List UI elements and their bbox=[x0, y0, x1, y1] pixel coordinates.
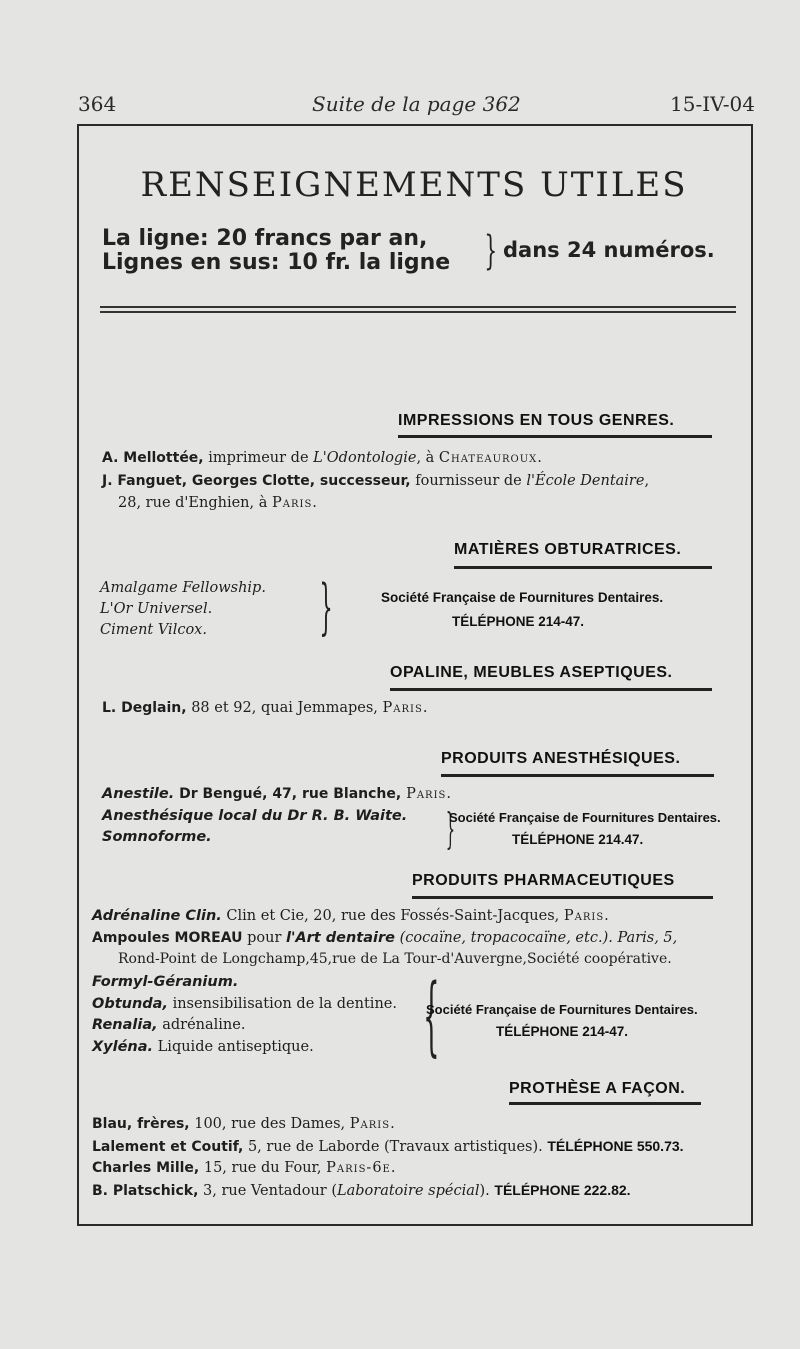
listing-text: imprimeur de bbox=[203, 450, 314, 466]
telephone: TÉLÉPHONE 214-47. bbox=[496, 1024, 629, 1039]
product-name: Ampoules MOREAU bbox=[92, 930, 243, 946]
listing-text: 100, rue des Dames, bbox=[189, 1116, 350, 1132]
product-name: Somnoforme. bbox=[102, 829, 212, 845]
listing-somnoforme bbox=[102, 829, 212, 845]
listing-anestile bbox=[102, 786, 452, 802]
listing-adrenaline bbox=[92, 908, 610, 924]
product-name: Adrénaline Clin. bbox=[92, 908, 222, 924]
rates-frequency: dans 24 numéros. bbox=[503, 238, 715, 262]
section-underline bbox=[441, 774, 714, 777]
listing-obtunda bbox=[92, 996, 397, 1012]
listing-text: 5, rue de Laborde (Travaux artistiques). bbox=[243, 1139, 548, 1155]
product-name: Anesthésique local du Dr R. B. Waite. bbox=[102, 808, 408, 824]
listing-text: Liquide antiseptique. bbox=[153, 1039, 314, 1055]
rates-line-1: La ligne: 20 francs par an, bbox=[102, 226, 428, 251]
supplier-name: Société Française de Fournitures Dentaires. bbox=[381, 590, 664, 605]
listing-text: Dr Bengué, 47, rue Blanche, bbox=[174, 786, 407, 802]
product-name: Obtunda, bbox=[92, 996, 168, 1012]
city: Paris. bbox=[271, 495, 318, 511]
listing-name: J. Fanguet, Georges Clotte, successeur, bbox=[102, 473, 411, 489]
city: Paris. bbox=[382, 700, 429, 716]
listing-mellottee bbox=[102, 450, 543, 466]
listing-text: adrénaline. bbox=[157, 1017, 246, 1033]
lab-label: Laboratoire spécial bbox=[336, 1183, 480, 1199]
section-heading-prothese: PROTHÈSE A FAÇON. bbox=[509, 1080, 686, 1097]
listing-text: 15, rue du Four, bbox=[199, 1160, 327, 1176]
grouping-brace: } bbox=[445, 804, 456, 853]
listing-xylena bbox=[92, 1039, 314, 1055]
issue-date: 15-IV-04 bbox=[670, 92, 755, 116]
listing-name: Blau, frères, bbox=[92, 1116, 190, 1132]
listing-name: B. Platschick, bbox=[92, 1183, 199, 1199]
city: Paris-6e. bbox=[326, 1160, 397, 1176]
listing-fanguet bbox=[102, 473, 649, 489]
listing-platschick bbox=[92, 1182, 631, 1199]
page-title: RENSEIGNEMENTS UTILES bbox=[140, 165, 688, 205]
journal-name: L'Odontologie bbox=[313, 450, 417, 466]
listing-name: L. Deglain, bbox=[102, 700, 187, 716]
city: Paris. bbox=[349, 1116, 396, 1132]
listing-text: insensibilisation de la dentine. bbox=[167, 996, 397, 1012]
listing-text: 28, rue d'Enghien, à bbox=[118, 495, 272, 511]
section-heading-impressions: IMPRESSIONS EN TOUS GENRES. bbox=[398, 412, 675, 429]
section-heading-opaline: OPALINE, MEUBLES ASEPTIQUES. bbox=[390, 664, 673, 681]
product-name: Formyl-Géranium. bbox=[92, 974, 239, 990]
listing-text: , à bbox=[416, 450, 439, 466]
listing-moreau-address: Rond-Point de Longchamp,45,rue de La Tour-d'Auvergne,Société coopérative. bbox=[118, 951, 672, 967]
product-item: Amalgame Fellowship. bbox=[100, 580, 266, 596]
section-heading-obturatrices: MATIÈRES OBTURATRICES. bbox=[454, 541, 682, 558]
listing-moreau bbox=[92, 930, 677, 946]
journal-name: l'Art dentaire bbox=[285, 930, 395, 946]
school-name: l'École Dentaire bbox=[526, 473, 645, 489]
listing-text: (cocaïne, tropacocaïne, etc.). Paris, 5, bbox=[394, 930, 678, 946]
telephone: TÉLÉPHONE 550.73. bbox=[547, 1138, 684, 1154]
product-name: Xyléna. bbox=[92, 1039, 154, 1055]
section-underline bbox=[390, 688, 712, 691]
listing-formyl bbox=[92, 974, 238, 990]
supplier-name: Société Française de Fournitures Dentaires. bbox=[449, 810, 721, 825]
section-heading-anesthesiques: PRODUITS ANESTHÉSIQUES. bbox=[441, 750, 681, 767]
listing-text: fournisseur de bbox=[410, 473, 527, 489]
listing-text: , bbox=[644, 473, 650, 489]
grouping-brace: } bbox=[319, 572, 333, 642]
listing-name: Lalement et Coutif, bbox=[92, 1139, 244, 1155]
listing-renalia bbox=[92, 1017, 245, 1033]
rates-line-2: Lignes en sus: 10 fr. la ligne bbox=[102, 250, 451, 275]
section-underline bbox=[509, 1102, 701, 1105]
product-item: Ciment Vilcox. bbox=[100, 622, 207, 638]
listing-deglain bbox=[102, 700, 428, 716]
listing-name: Charles Mille, bbox=[92, 1160, 200, 1176]
section-underline bbox=[398, 435, 712, 438]
rates-brace: } bbox=[484, 228, 498, 274]
city: Paris. bbox=[406, 786, 452, 802]
listing-fanguet-address bbox=[118, 495, 318, 511]
city: Paris. bbox=[563, 908, 610, 924]
listing-blau bbox=[92, 1116, 396, 1132]
page-number: 364 bbox=[78, 92, 117, 116]
listing-text: ). bbox=[479, 1183, 495, 1199]
product-item: L'Or Universel. bbox=[100, 601, 213, 617]
product-name: Anestile. bbox=[102, 786, 175, 802]
listing-text: pour bbox=[242, 930, 286, 946]
listing-name: A. Mellottée, bbox=[102, 450, 204, 466]
listing-lalement bbox=[92, 1138, 684, 1155]
listing-text: Clin et Cie, 20, rue des Fossés-Saint-Jacques, bbox=[221, 908, 564, 924]
listing-mille bbox=[92, 1160, 396, 1176]
section-underline bbox=[454, 566, 712, 569]
telephone: TÉLÉPHONE 214-47. bbox=[452, 614, 585, 629]
divider bbox=[100, 306, 736, 313]
grouping-brace: { bbox=[423, 966, 440, 1066]
running-title: Suite de la page 362 bbox=[312, 92, 521, 116]
listing-waite bbox=[102, 808, 407, 824]
section-underline bbox=[412, 896, 713, 899]
supplier-name: Société Française de Fournitures Dentaires. bbox=[426, 1002, 698, 1017]
telephone: TÉLÉPHONE 214.47. bbox=[512, 832, 644, 847]
section-heading-pharmaceutiques: PRODUITS PHARMACEUTIQUES bbox=[412, 872, 675, 889]
telephone: TÉLÉPHONE 222.82. bbox=[494, 1182, 631, 1198]
product-name: Renalia, bbox=[92, 1017, 158, 1033]
listing-text: 3, rue Ventadour ( bbox=[198, 1183, 337, 1199]
city: Chateauroux. bbox=[438, 450, 543, 466]
listing-text: 88 et 92, quai Jemmapes, bbox=[186, 700, 383, 716]
